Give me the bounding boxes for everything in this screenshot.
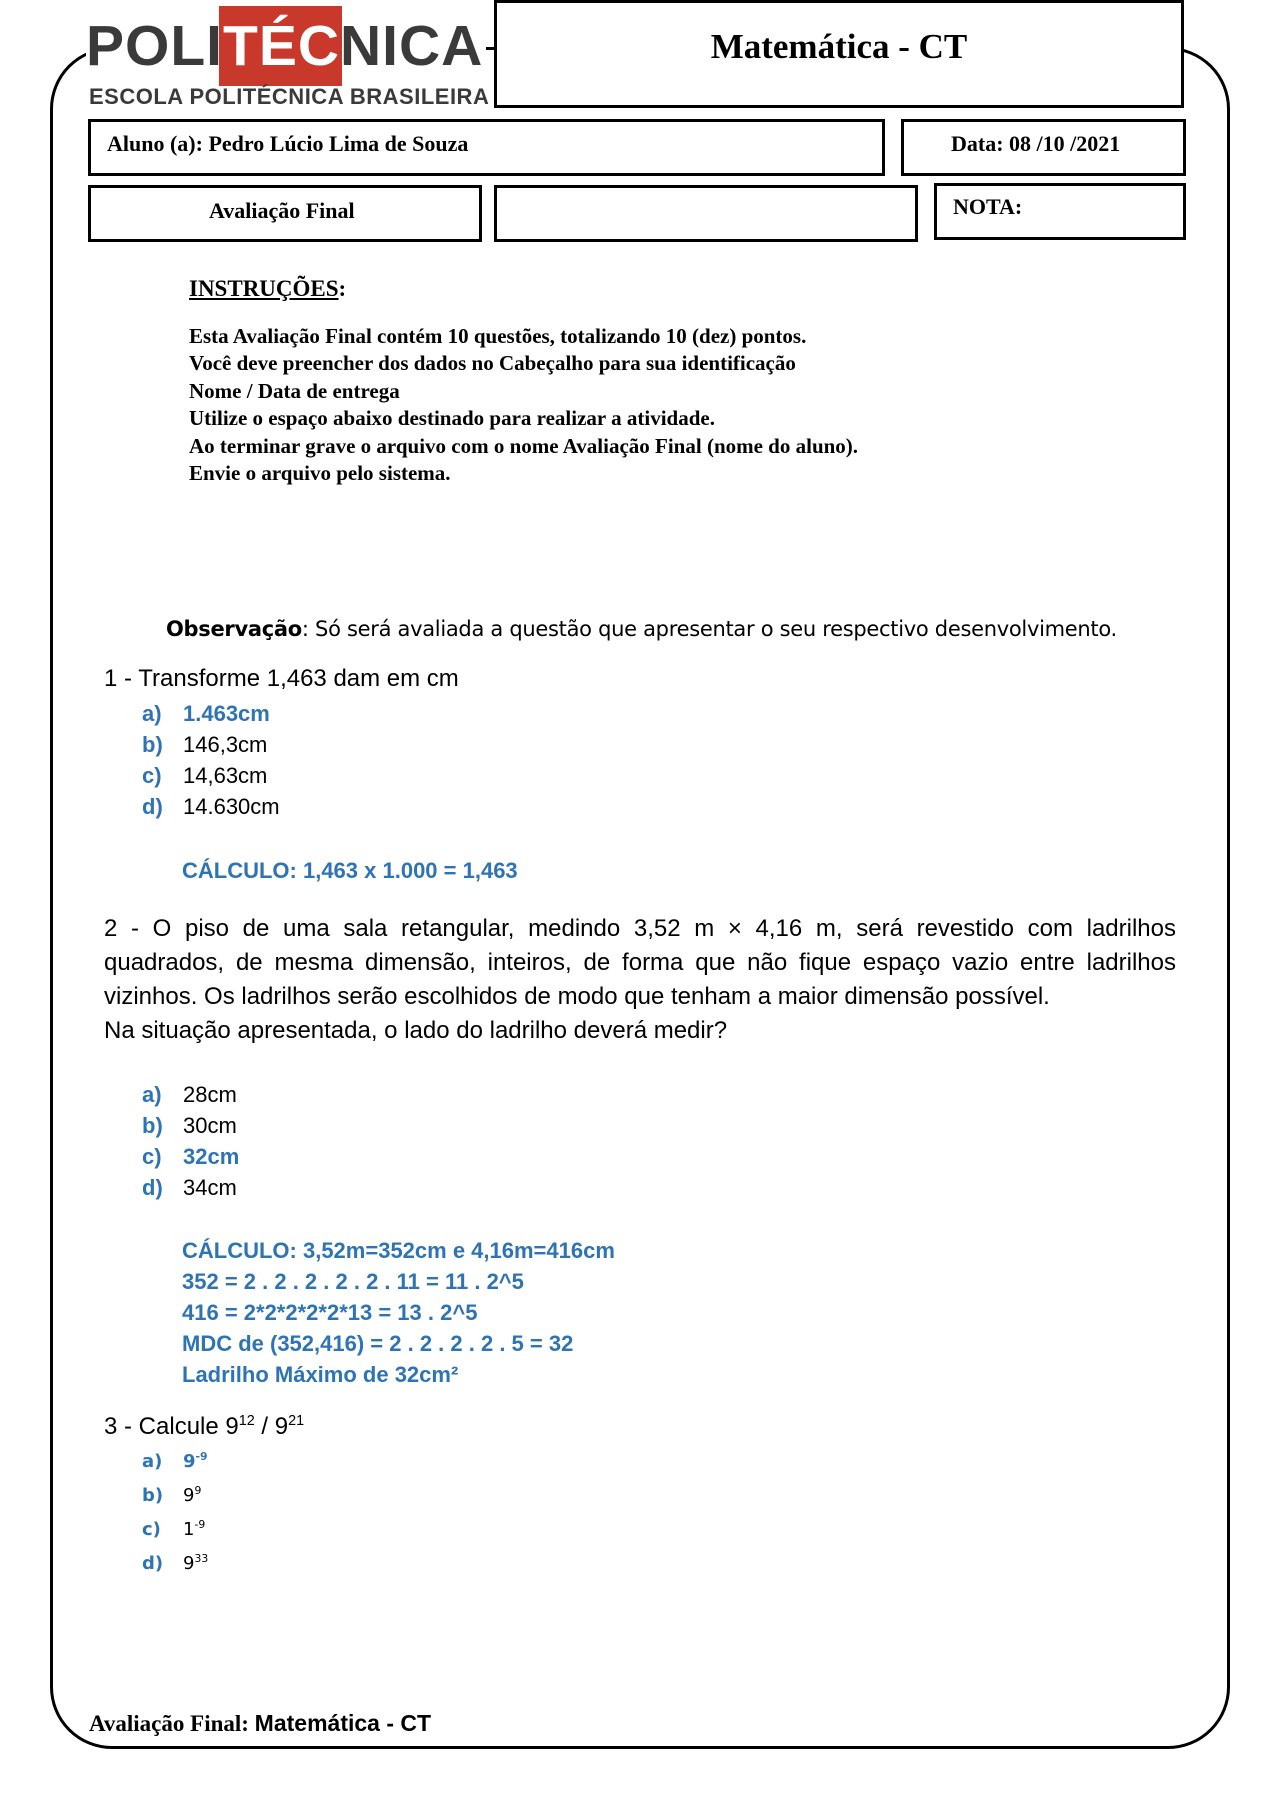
assessment-label: Avaliação Final — [209, 198, 355, 223]
option-exponent: 9 — [194, 1484, 202, 1497]
subject-title: Matemática - CT — [710, 27, 968, 66]
instruction-line: Nome / Data de entrega — [189, 378, 400, 403]
option-letter: d) — [142, 794, 163, 819]
q3-option-a[interactable] — [142, 1450, 208, 1472]
option-letter: c) — [142, 763, 162, 788]
school-logo — [86, 6, 490, 111]
option-value: 14.630cm — [183, 794, 280, 819]
student-name: Aluno (a): Pedro Lúcio Lima de Souza — [107, 131, 469, 156]
option-exponent: -9 — [195, 1450, 208, 1463]
observation — [166, 617, 1117, 641]
q2-option-d[interactable] — [142, 1175, 237, 1201]
option-letter: d) — [142, 1553, 164, 1574]
calc-line: CÁLCULO: 3,52m=352cm e 4,16m=416cm — [182, 1238, 615, 1263]
option-letter: b) — [142, 1485, 164, 1506]
q2-calculation — [182, 1235, 615, 1390]
option-value — [183, 1485, 201, 1506]
option-exponent: 33 — [194, 1552, 209, 1565]
assessment-box — [88, 185, 482, 242]
option-value — [183, 1451, 208, 1472]
q3-option-c[interactable] — [142, 1518, 205, 1540]
calc-line: Ladrilho Máximo de 32cm² — [182, 1362, 459, 1387]
grade-label: NOTA: — [953, 194, 1023, 219]
instructions-heading — [189, 275, 858, 303]
option-value: 146,3cm — [183, 732, 268, 757]
instruction-line: Esta Avaliação Final contém 10 questões, totalizando 10 (dez) pontos. — [189, 323, 807, 348]
option-value — [183, 1553, 208, 1574]
q3-prefix: 3 - Calcule 9 — [104, 1413, 239, 1440]
q3-option-b[interactable] — [142, 1484, 201, 1506]
q3-option-d[interactable] — [142, 1552, 208, 1574]
option-letter: a) — [142, 1451, 163, 1472]
subject-title-box — [494, 0, 1184, 108]
q1-option-d[interactable] — [142, 794, 280, 820]
logo-brand-part2: TÉC — [223, 14, 341, 78]
q2-option-c[interactable] — [142, 1144, 239, 1170]
logo-subtitle: ESCOLA POLITÉCNICA BRASILEIRA — [89, 84, 490, 109]
q1-option-c[interactable] — [142, 763, 267, 789]
instruction-line: Ao terminar grave o arquivo com o nome Avaliação Final (nome do aluno). — [189, 433, 859, 458]
option-value: 14,63cm — [183, 763, 268, 788]
date-value: Data: 08 /10 /2021 — [951, 131, 1121, 156]
option-value: 28cm — [183, 1082, 237, 1107]
q2-option-a[interactable] — [142, 1082, 237, 1108]
option-letter: a) — [142, 1082, 162, 1107]
calc-line: MDC de (352,416) = 2 . 2 . 2 . 2 . 5 = 32 — [182, 1331, 574, 1356]
question-2-text — [104, 912, 1176, 1048]
observation-text: : Só será avaliada a questão que apresentar o seu respectivo desenvolvimento. — [301, 617, 1117, 641]
option-letter: c) — [142, 1519, 161, 1540]
q3-exponent-2: 21 — [288, 1413, 305, 1429]
instructions-title: INSTRUÇÕES — [189, 276, 339, 301]
instruction-line: Utilize o espaço abaixo destinado para realizar a atividade. — [189, 406, 715, 430]
option-base: 9 — [183, 1485, 195, 1506]
page-footer — [89, 1710, 431, 1737]
option-base: 9 — [183, 1553, 195, 1574]
instructions-title-suffix: : — [338, 276, 347, 301]
option-value — [183, 1519, 205, 1540]
logo-brand-part3: NICA — [340, 14, 484, 78]
footer-part2: Matemática - CT — [254, 1710, 432, 1736]
option-letter: b) — [142, 1113, 163, 1138]
question-2-statement: 2 - O piso de uma sala retangular, medindo 3,52 m × 4,16 m, será revestido com ladrilhos quadrados, de mesma dimensão, inteiros, de forma que não fique espaço vazio entre ladrilhos vizinhos. Os ladrilhos serão escolhidos de modo que tenham a maior dimensão possível. — [104, 915, 1176, 1010]
instructions — [189, 275, 858, 488]
instruction-line: Envie o arquivo pelo sistema. — [189, 461, 451, 485]
q1-option-b[interactable] — [142, 732, 267, 758]
option-value: 34cm — [183, 1175, 237, 1200]
blank-header-box[interactable] — [494, 185, 918, 242]
footer-part1: Avaliação Final: — [89, 1711, 255, 1736]
q2-option-b[interactable] — [142, 1113, 237, 1139]
instruction-line: Você deve preencher dos dados no Cabeçalho para sua identificação — [189, 351, 796, 375]
option-value: 32cm — [183, 1144, 240, 1169]
question-1-text: 1 - Transforme 1,463 dam em cm — [104, 665, 459, 692]
logo-brand — [86, 6, 483, 86]
observation-label: Observação — [166, 617, 302, 641]
question-3-text — [104, 1413, 304, 1441]
option-letter: c) — [142, 1144, 162, 1169]
grade-box[interactable] — [934, 183, 1186, 240]
q1-option-a[interactable] — [142, 701, 270, 727]
student-name-box[interactable] — [88, 119, 885, 176]
calc-line: 416 = 2*2*2*2*2*13 = 13 . 2^5 — [182, 1300, 478, 1325]
logo-brand-part1: POLI — [86, 14, 224, 78]
option-value: 30cm — [183, 1113, 237, 1138]
date-box[interactable] — [901, 119, 1186, 176]
option-value: 1.463cm — [183, 701, 270, 726]
option-base: 1 — [183, 1519, 195, 1540]
option-letter: b) — [142, 732, 163, 757]
q1-calculation: CÁLCULO: 1,463 x 1.000 = 1,463 — [182, 858, 518, 883]
option-letter: a) — [142, 701, 162, 726]
calc-line: 352 = 2 . 2 . 2 . 2 . 2 . 11 = 11 . 2^5 — [182, 1269, 524, 1294]
question-2-prompt: Na situação apresentada, o lado do ladrilho deverá medir? — [104, 1017, 728, 1044]
option-exponent: -9 — [194, 1518, 206, 1531]
option-base: 9 — [183, 1451, 196, 1472]
option-letter: d) — [142, 1175, 163, 1200]
q3-middle: / 9 — [254, 1413, 289, 1440]
q3-exponent-1: 12 — [238, 1413, 255, 1429]
